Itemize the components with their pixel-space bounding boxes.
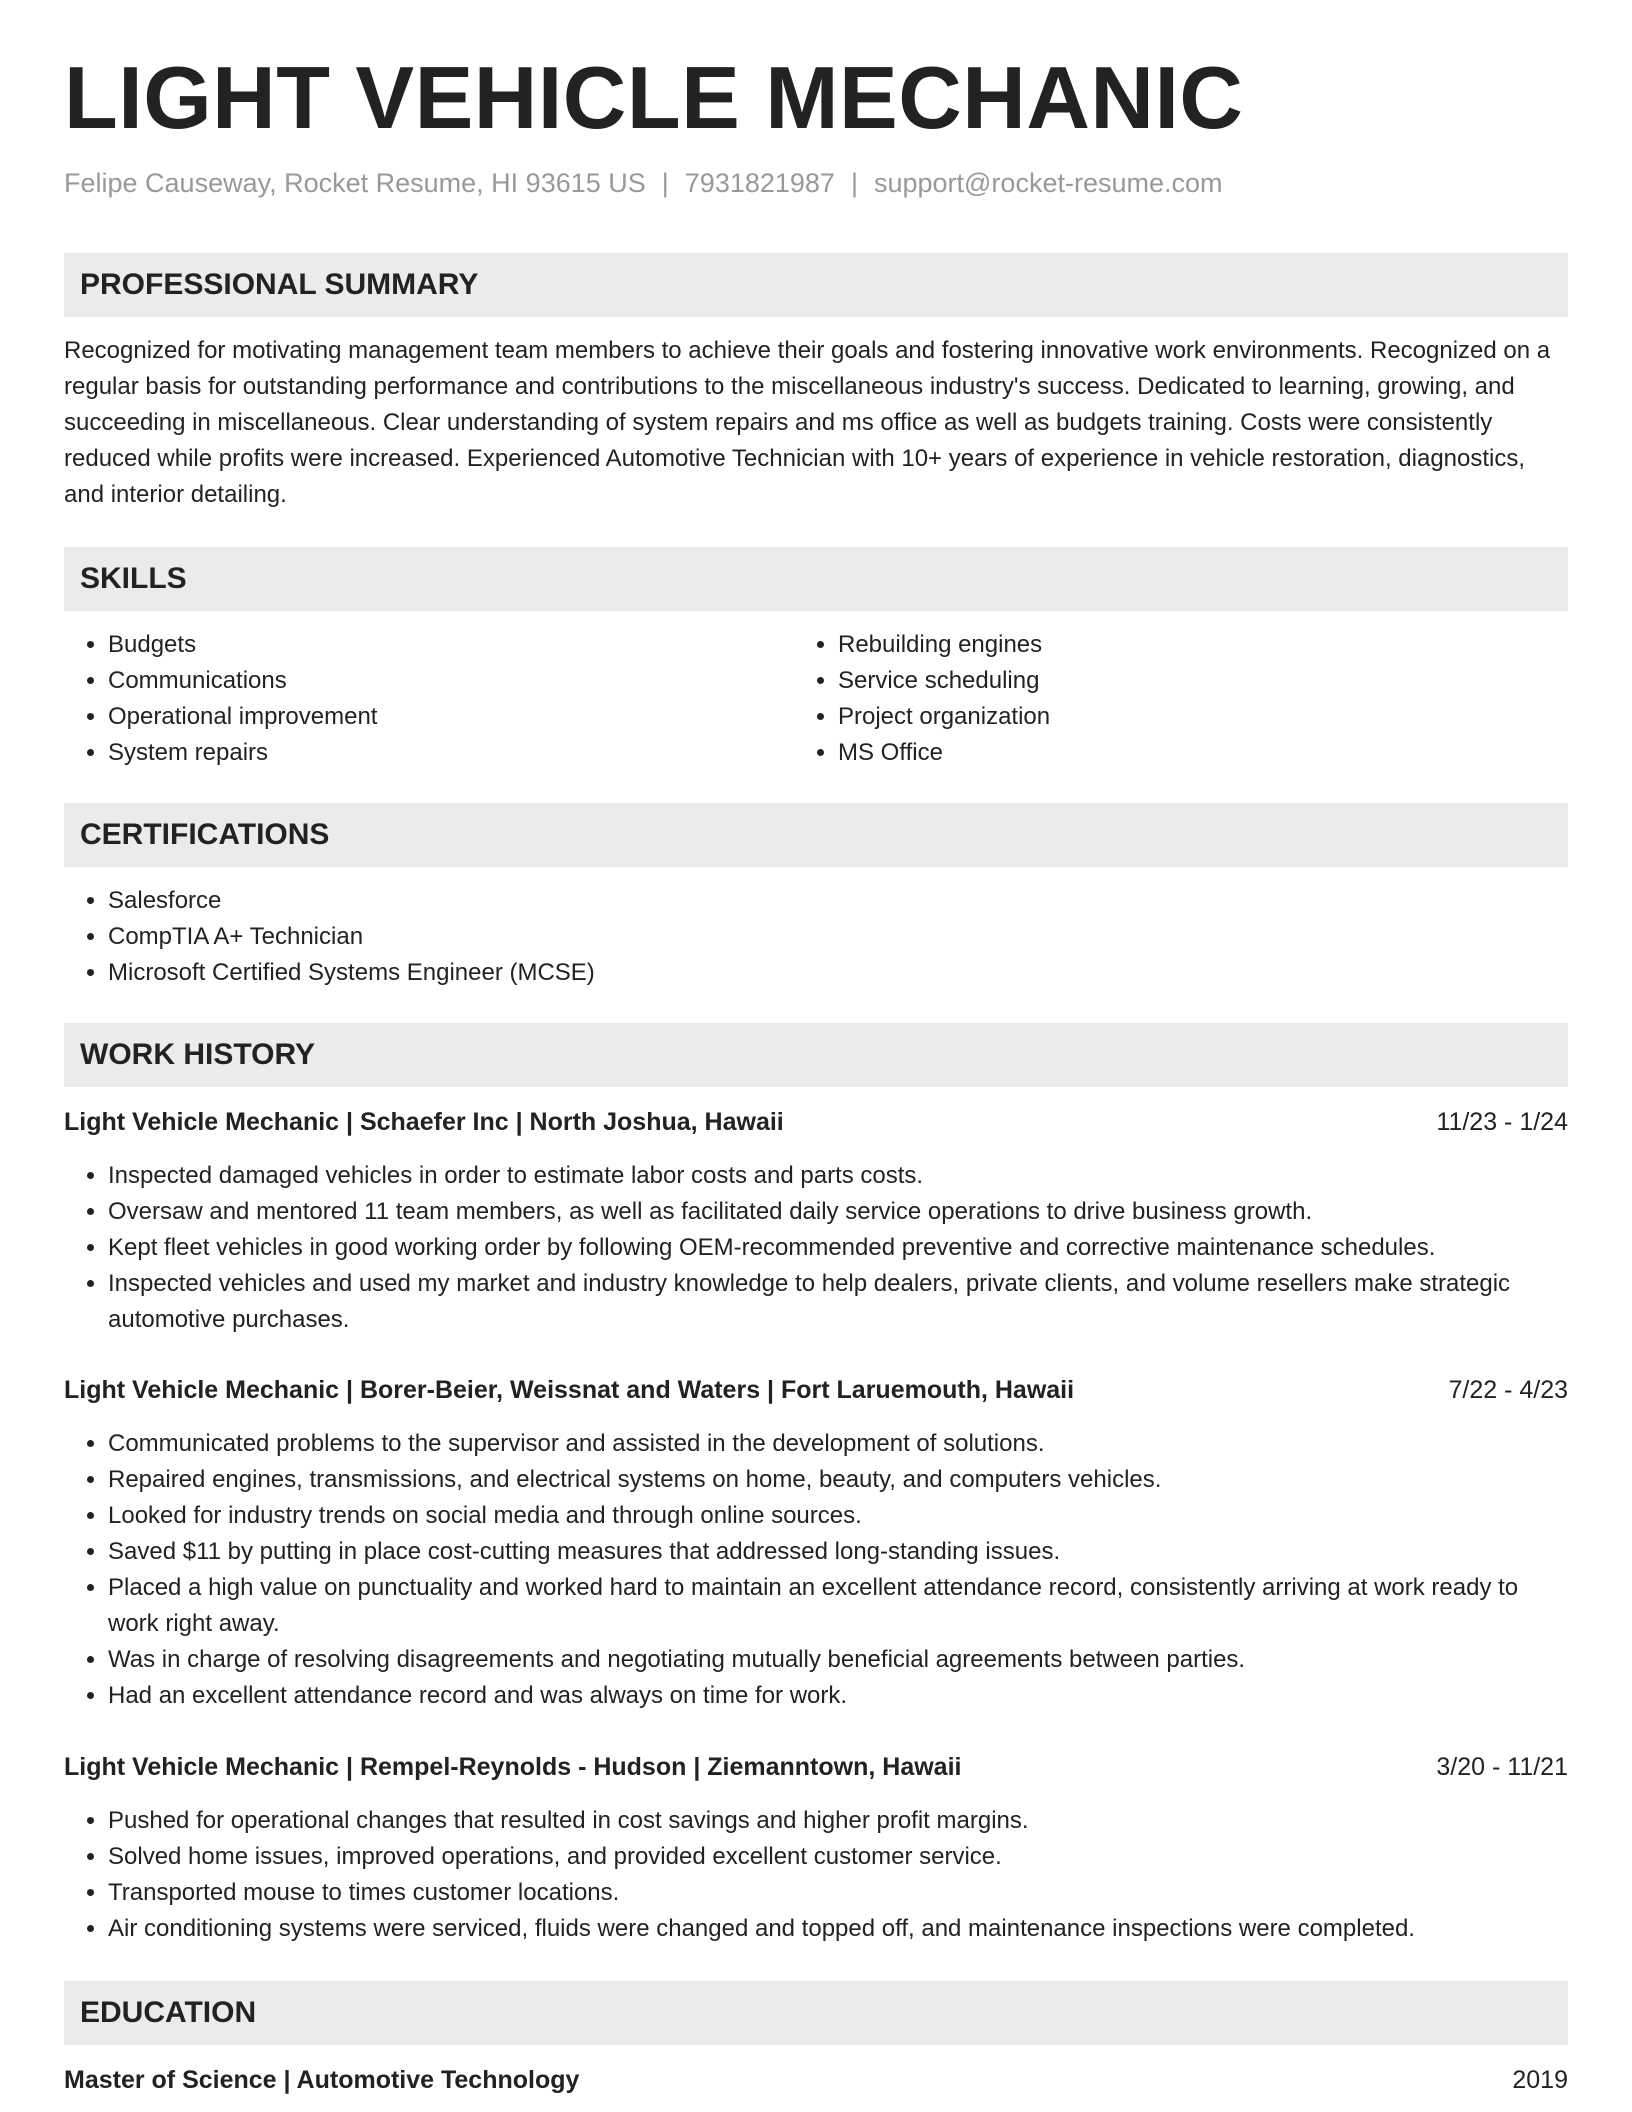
job-bullet: • Communicated problems to the supervisor and assisted in the development of solutions. [108, 1426, 1568, 1462]
skill-item: • Project organization [838, 699, 1568, 735]
work-history-heading: WORK HISTORY [64, 1023, 1568, 1087]
job-entry [64, 1372, 1568, 1714]
job-bullet: • Oversaw and mentored 11 team members, as well as facilitated daily service operations to drive business growth. [108, 1194, 1568, 1230]
skill-item: • System repairs [108, 735, 838, 771]
job-title: Light Vehicle Mechanic | Borer-Beier, Weissnat and Waters | Fort Laruemouth, Hawaii [64, 1376, 1075, 1404]
job-bullet: • Transported mouse to times customer locations. [108, 1875, 1568, 1911]
skill-item: • Service scheduling [838, 663, 1568, 699]
certification-item: • Salesforce [108, 883, 1568, 919]
education-entry [64, 2062, 1568, 2098]
certification-item: • CompTIA A+ Technician [108, 919, 1568, 955]
summary-heading: PROFESSIONAL SUMMARY [64, 253, 1568, 317]
job-bullet: • Air conditioning systems were serviced, fluids were changed and topped off, and maintenance inspections were completed. [108, 1911, 1568, 1947]
education-year: 2019 [1512, 2066, 1568, 2094]
job-bullet: • Pushed for operational changes that resulted in cost savings and higher profit margins. [108, 1803, 1568, 1839]
job-bullets [64, 1426, 1568, 1714]
contact-separator: | [850, 168, 858, 198]
job-bullet: • Placed a high value on punctuality and worked hard to maintain an excellent attendance record, consistently arriving at work ready to work right away. [108, 1570, 1568, 1642]
certifications-heading: CERTIFICATIONS [64, 803, 1568, 867]
job-dates: 3/20 - 11/21 [1436, 1753, 1568, 1781]
job-bullet: • Kept fleet vehicles in good working order by following OEM-recommended preventive and corrective maintenance schedules. [108, 1230, 1568, 1266]
education-heading: EDUCATION [64, 1981, 1568, 2045]
job-bullets [64, 1158, 1568, 1338]
skill-item: • Rebuilding engines [838, 627, 1568, 663]
contact-line [64, 166, 1223, 201]
skills-list-container [64, 627, 1568, 771]
skills-list [64, 627, 1568, 771]
resume-title: LIGHT VEHICLE MECHANIC [64, 48, 1244, 147]
job-bullets [64, 1803, 1568, 1947]
job-header [64, 1104, 1568, 1140]
education-header [64, 2062, 1568, 2098]
job-bullet: • Inspected vehicles and used my market and industry knowledge to help dealers, private clients, and volume resellers make strategic automotive purchases. [108, 1266, 1568, 1338]
job-bullet: • Saved $11 by putting in place cost-cutting measures that addressed long-standing issues. [108, 1534, 1568, 1570]
education-degree: Master of Science | Automotive Technology [64, 2066, 580, 2094]
skill-item: • MS Office [838, 735, 1568, 771]
job-entry [64, 1749, 1568, 1947]
summary-text: Recognized for motivating management team members to achieve their goals and fostering innovative work environments. Recognized on a regular basis for outstanding performance and contributions to the miscellaneous industry's success. Dedicated to learning, growing, and succeeding in miscellaneous. Clear understanding of system repairs and ms office as well as budgets training. Costs were consistently reduced while profits were increased. Experienced Automotive Technician with 10+ years of experience in vehicle restoration, diagnostics, and interior detailing. [64, 337, 1551, 508]
job-title: Light Vehicle Mechanic | Rempel-Reynolds - Hudson | Ziemanntown, Hawaii [64, 1753, 962, 1781]
job-entry [64, 1104, 1568, 1338]
job-bullet: • Repaired engines, transmissions, and electrical systems on home, beauty, and computers vehicles. [108, 1462, 1568, 1498]
contact-email[interactable]: support@rocket-resume.com [873, 168, 1223, 198]
job-bullet: • Solved home issues, improved operations, and provided excellent customer service. [108, 1839, 1568, 1875]
certifications-list [64, 883, 1568, 991]
job-bullet: • Inspected damaged vehicles in order to estimate labor costs and parts costs. [108, 1158, 1568, 1194]
certification-item: • Microsoft Certified Systems Engineer (MCSE) [108, 955, 1568, 991]
skill-item: • Operational improvement [108, 699, 838, 735]
contact-address: Felipe Causeway, Rocket Resume, HI 93615 US [64, 168, 646, 198]
job-title: Light Vehicle Mechanic | Schaefer Inc | North Joshua, Hawaii [64, 1108, 784, 1136]
job-bullet: • Had an excellent attendance record and was always on time for work. [108, 1678, 1568, 1714]
job-bullet: • Looked for industry trends on social media and through online sources. [108, 1498, 1568, 1534]
job-header [64, 1372, 1568, 1408]
contact-phone: 7931821987 [684, 168, 835, 198]
certifications-list-container [64, 883, 1568, 991]
contact-separator: | [661, 168, 669, 198]
skills-heading: SKILLS [64, 547, 1568, 611]
skill-item: • Communications [108, 663, 838, 699]
job-header [64, 1749, 1568, 1785]
skill-item: • Budgets [108, 627, 838, 663]
job-dates: 11/23 - 1/24 [1436, 1108, 1568, 1136]
job-dates: 7/22 - 4/23 [1448, 1376, 1568, 1404]
job-bullet: • Was in charge of resolving disagreements and negotiating mutually beneficial agreements between parties. [108, 1642, 1568, 1678]
